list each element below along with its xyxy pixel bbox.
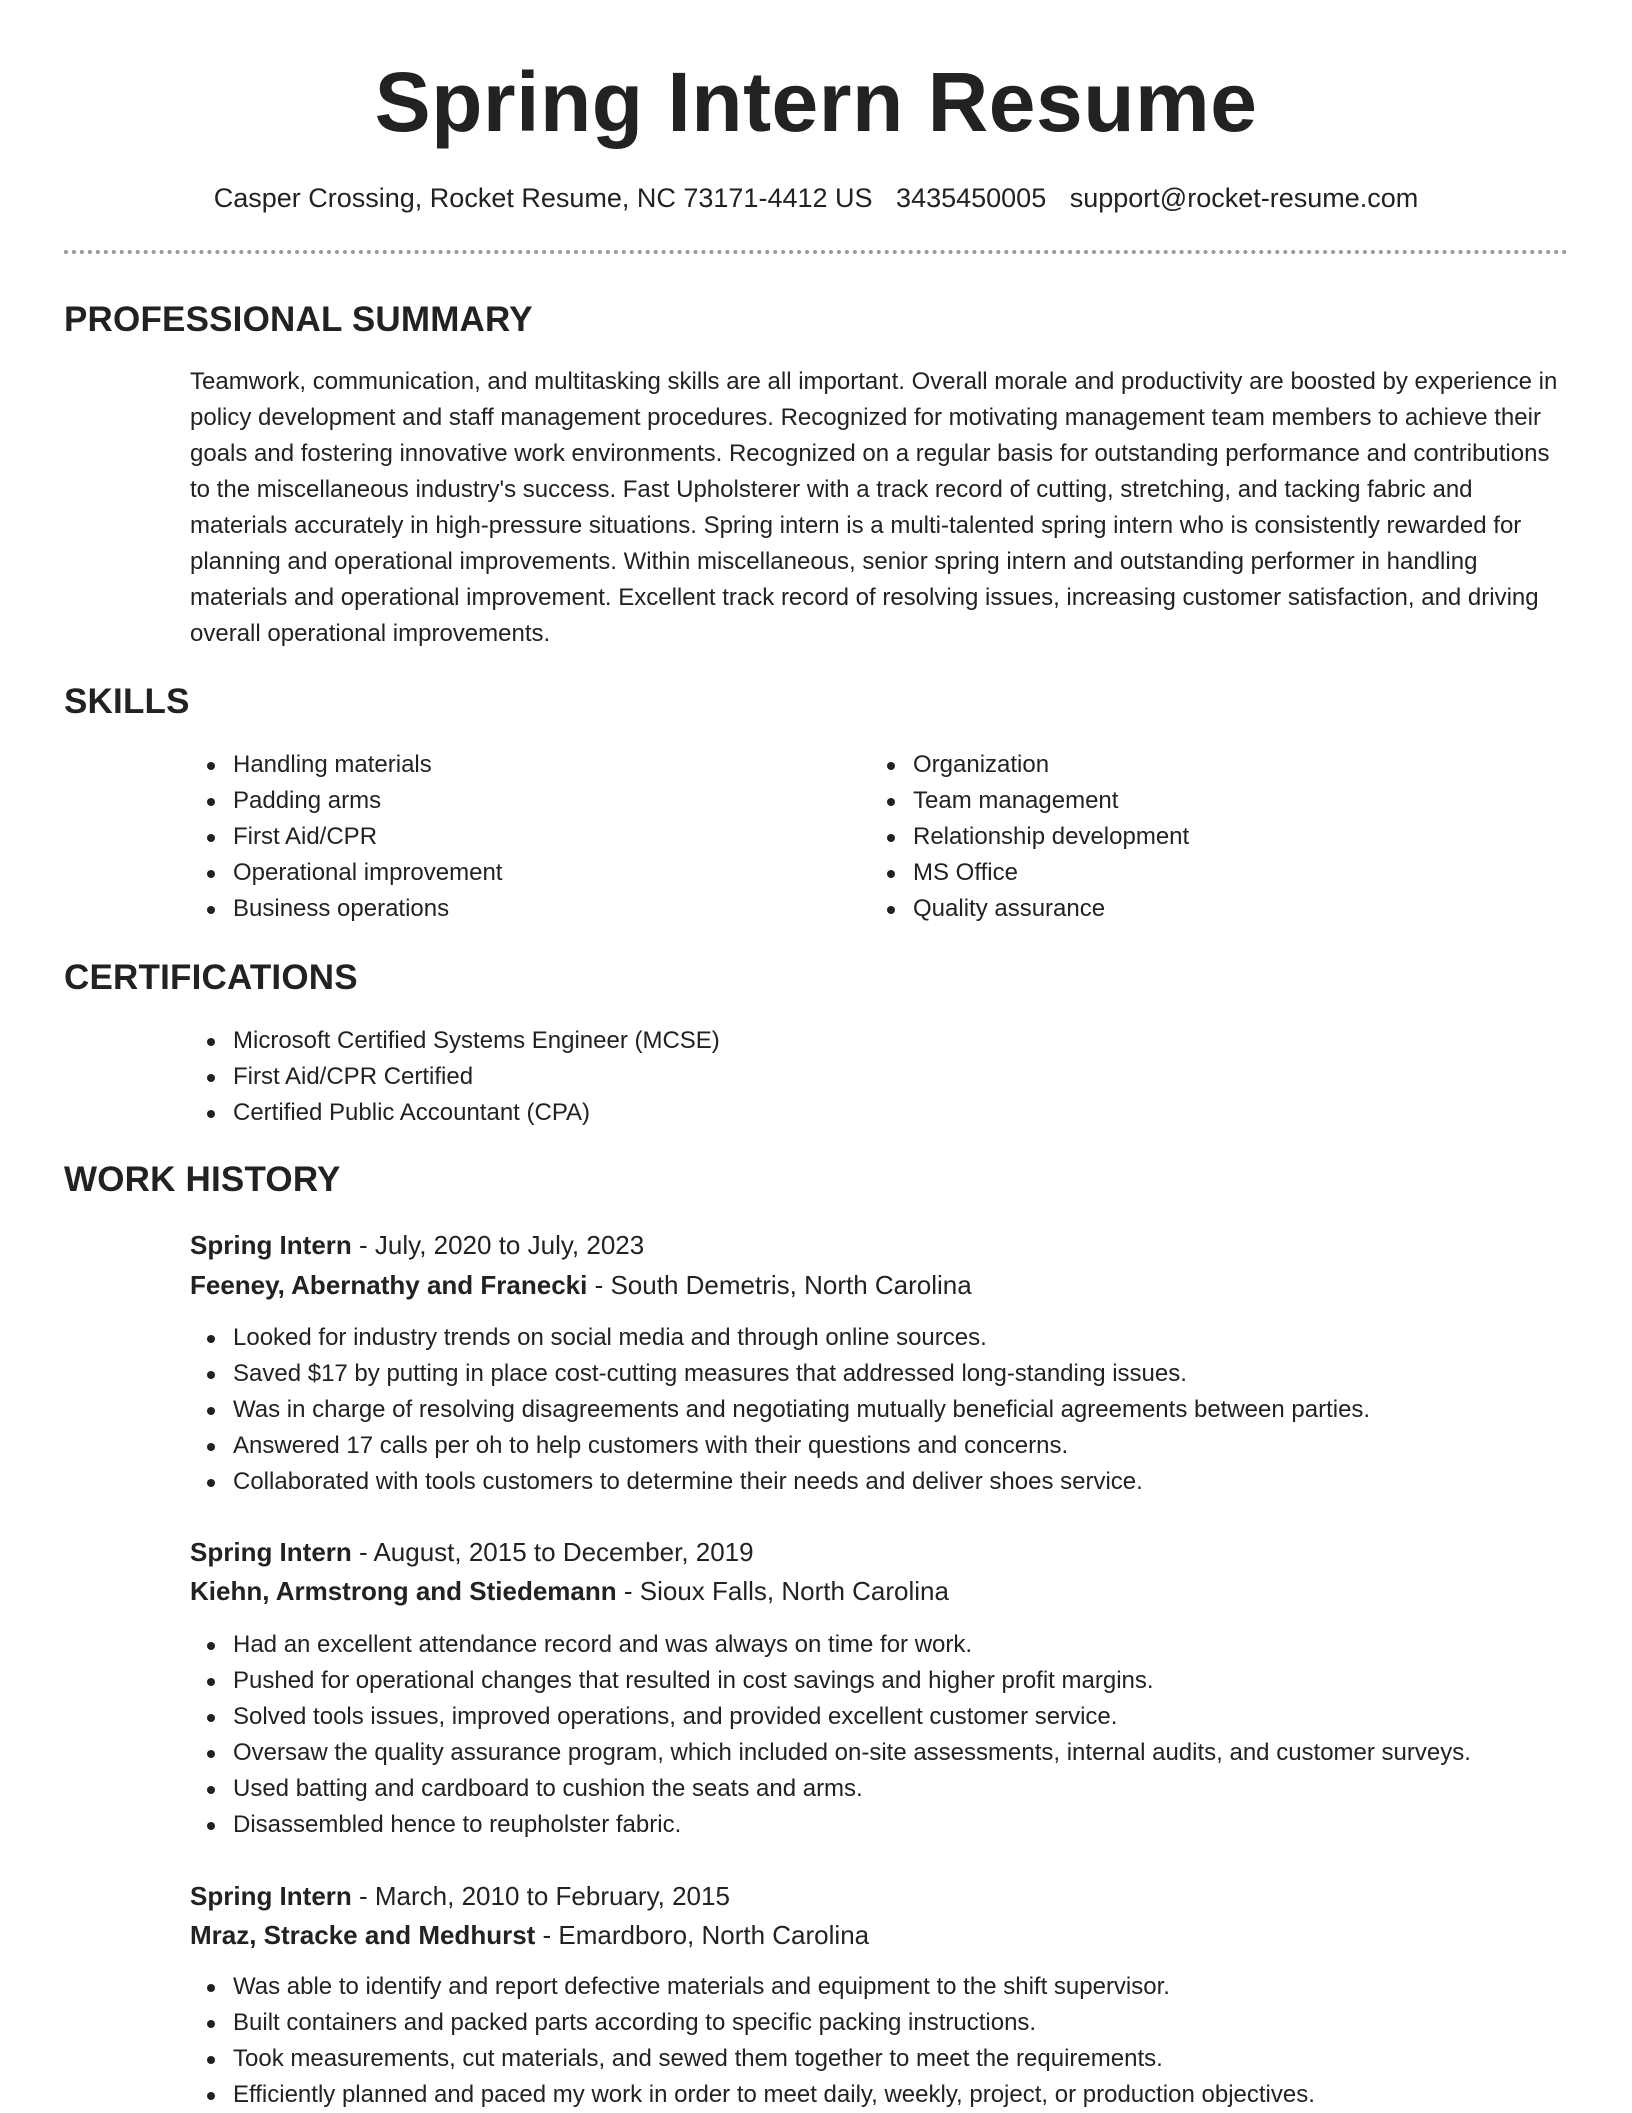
certification-item: First Aid/CPR Certified: [190, 1059, 720, 1095]
skill-item: MS Office: [870, 855, 1189, 891]
job-company: Mraz, Stracke and Medhurst: [190, 1920, 536, 1950]
job-bullets: [190, 1320, 1370, 1500]
job-title-line: [190, 1877, 730, 1915]
job-bullet: Collaborated with tools customers to determine their needs and deliver shoes service.: [190, 1464, 1370, 1500]
skill-item: Quality assurance: [870, 891, 1189, 927]
skill-item: Team management: [870, 783, 1189, 819]
job-bullet: Solved tools issues, improved operations, and provided excellent customer service.: [190, 1699, 1471, 1735]
job-bullet: Was in charge of resolving disagreements and negotiating mutually beneficial agreements between parties.: [190, 1392, 1370, 1428]
job-company-line: [190, 1266, 972, 1304]
job-bullet: Took measurements, cut materials, and sewed them together to meet the requirements.: [190, 2041, 1315, 2077]
skill-item: Padding arms: [190, 783, 502, 819]
job-bullet: Oversaw the quality assurance program, which included on-site assessments, internal audits, and customer surveys.: [190, 1735, 1471, 1771]
job-bullet: Disassembled hence to reupholster fabric.: [190, 1807, 1471, 1843]
job-title-line: [190, 1533, 754, 1571]
job-bullet: Was able to identify and report defective materials and equipment to the shift supervisor.: [190, 1969, 1315, 2005]
job-title: Spring Intern: [190, 1537, 352, 1567]
job-title: Spring Intern: [190, 1230, 352, 1260]
skill-item: First Aid/CPR: [190, 819, 502, 855]
job-dates: - March, 2010 to February, 2015: [351, 1881, 730, 1911]
job-bullet: Efficiently planned and paced my work in order to meet daily, weekly, project, or production objectives.: [190, 2077, 1315, 2113]
job-bullet: Had an excellent attendance record and was always on time for work.: [190, 1627, 1471, 1663]
job-bullet: Used batting and cardboard to cushion the seats and arms.: [190, 1771, 1471, 1807]
job-location: - Sioux Falls, North Carolina: [616, 1576, 949, 1606]
job-bullet: Built containers and packed parts according to specific packing instructions.: [190, 2005, 1315, 2041]
work-history-heading: WORK HISTORY: [64, 1160, 341, 1199]
summary-text: Teamwork, communication, and multitasking skills are all important. Overall morale and productivity are boosted by experience in policy development and staff management procedures. Recognized for motivating management team members to achieve their goals and fostering innovative work environments. Recognized on a regular basis for outstanding performance and contributions to the miscellaneous industry's success. Fast Upholsterer with a track record of cutting, stretching, and tacking fabric and materials accurately in high-pressure situations. Spring intern is a multi-talented spring intern who is consistently rewarded for planning and operational improvements. Within miscellaneous, senior spring intern and outstanding performer in handling materials and operational improvement. Excellent track record of resolving issues, increasing customer satisfaction, and driving overall operational improvements.: [190, 368, 1558, 647]
job-company-line: [190, 1916, 869, 1954]
job-company: Feeney, Abernathy and Franecki: [190, 1270, 588, 1300]
job-bullet: Answered 17 calls per oh to help customers with their questions and concerns.: [190, 1428, 1370, 1464]
job-title-line: [190, 1226, 644, 1264]
job-bullets: [190, 1627, 1471, 1843]
skill-item: Organization: [870, 747, 1189, 783]
contact-phone: 3435450005: [896, 183, 1047, 213]
job-dates: - August, 2015 to December, 2019: [351, 1537, 754, 1567]
job-dates: - July, 2020 to July, 2023: [351, 1230, 645, 1260]
skill-item: Business operations: [190, 891, 502, 927]
contact-line: [0, 178, 1632, 218]
resume-title: Spring Intern Resume: [374, 55, 1258, 149]
job-bullet: Looked for industry trends on social media and through online sources.: [190, 1320, 1370, 1356]
skill-item: Operational improvement: [190, 855, 502, 891]
contact-address: Casper Crossing, Rocket Resume, NC 73171-4412 US: [213, 183, 873, 213]
certification-item: Certified Public Accountant (CPA): [190, 1095, 720, 1131]
skills-list-left: [190, 747, 502, 927]
certification-item: Microsoft Certified Systems Engineer (MCSE): [190, 1023, 720, 1059]
skills-heading: SKILLS: [64, 682, 190, 721]
job-bullet: Saved $17 by putting in place cost-cutting measures that addressed long-standing issues.: [190, 1356, 1370, 1392]
job-company: Kiehn, Armstrong and Stiedemann: [190, 1576, 617, 1606]
job-location: - Emardboro, North Carolina: [535, 1920, 870, 1950]
skill-item: Handling materials: [190, 747, 502, 783]
contact-email: support@rocket-resume.com: [1069, 183, 1419, 213]
certifications-list: [190, 1023, 720, 1131]
job-bullet: Pushed for operational changes that resulted in cost savings and higher profit margins.: [190, 1663, 1471, 1699]
job-bullets: [190, 1969, 1315, 2113]
header-divider: [64, 250, 1568, 254]
job-company-line: [190, 1572, 949, 1610]
certifications-heading: CERTIFICATIONS: [64, 958, 358, 997]
skills-list-right: [870, 747, 1189, 927]
skill-item: Relationship development: [870, 819, 1189, 855]
job-title: Spring Intern: [190, 1881, 352, 1911]
job-location: - South Demetris, North Carolina: [587, 1270, 972, 1300]
summary-heading: PROFESSIONAL SUMMARY: [64, 300, 533, 339]
